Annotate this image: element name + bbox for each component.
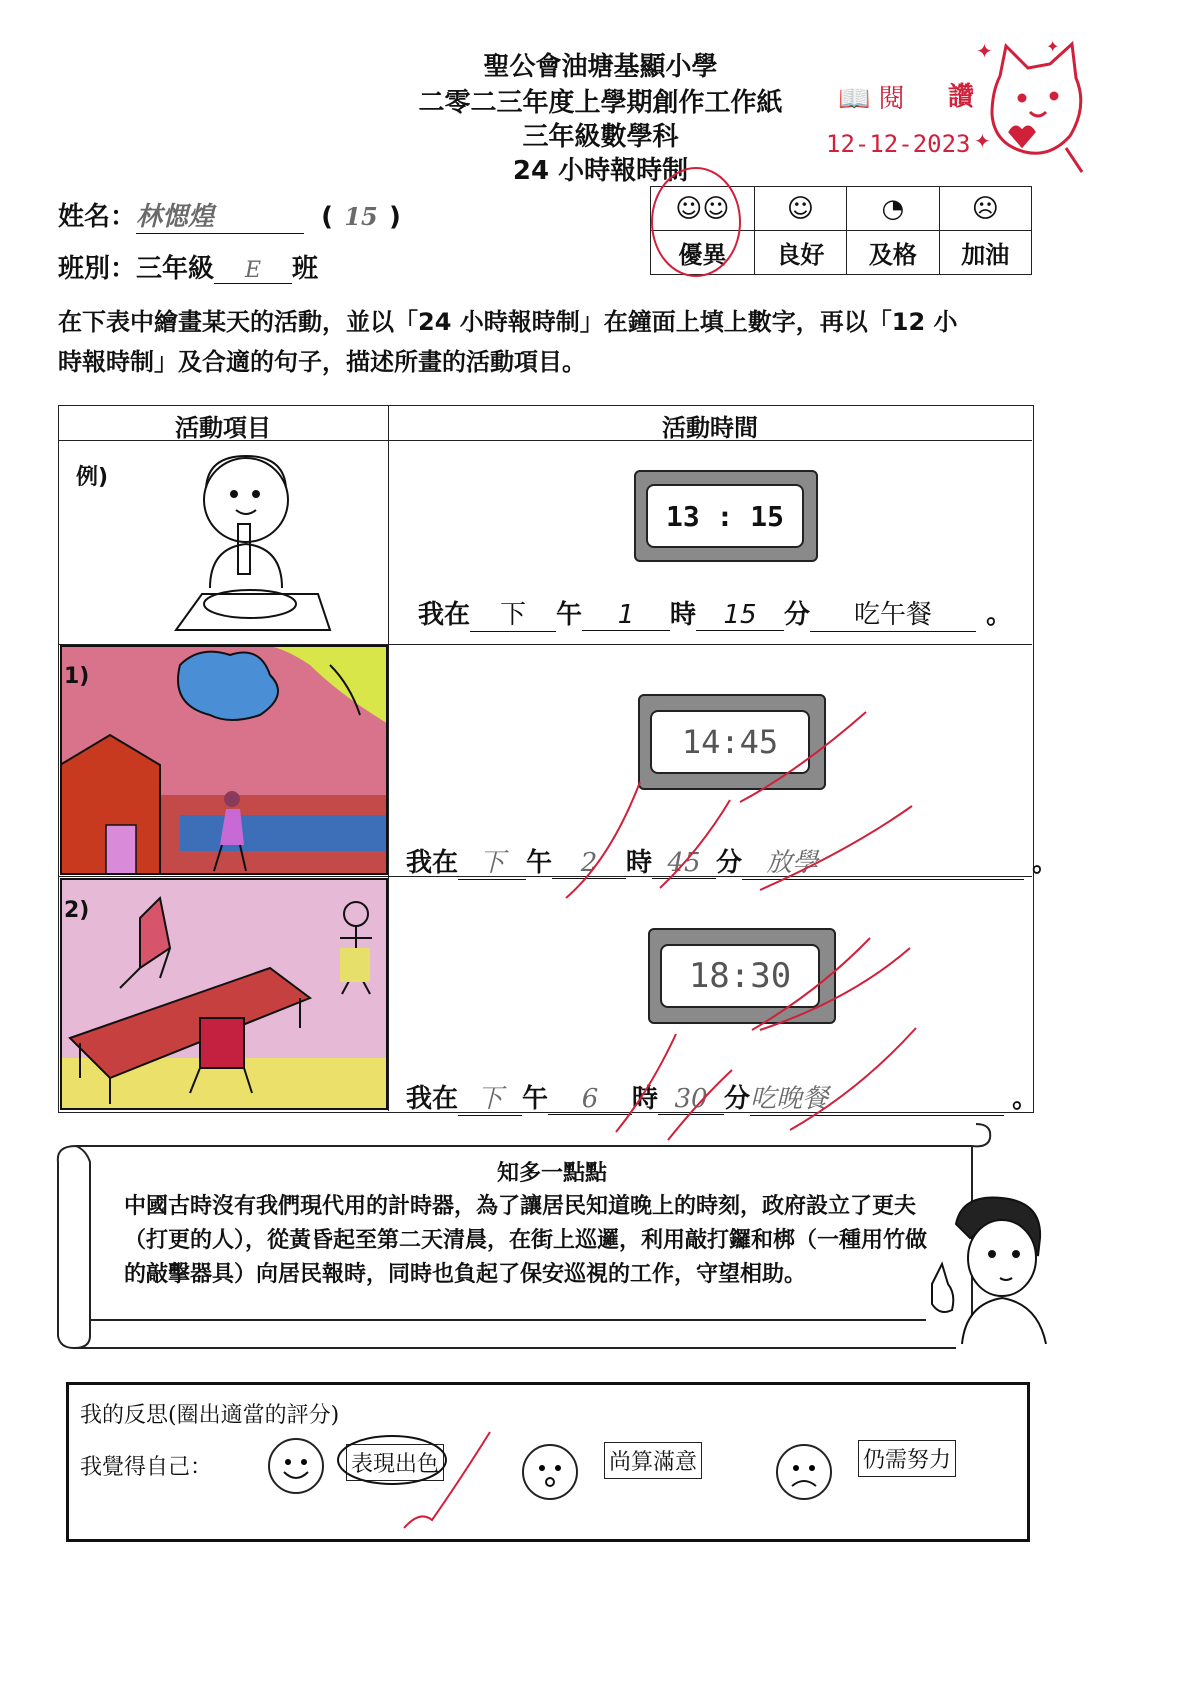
worksheet-term: 二零二三年度上學期創作工作紙 [418,88,783,118]
happy-face-icon [268,1438,324,1494]
stamp-date: 12-12-2023 [826,130,971,158]
sad-face-icon [776,1444,832,1500]
neutral-face-icon [522,1444,578,1500]
rating-option-tryharder[interactable]: 加油 [939,231,1031,275]
table-column-divider [388,405,389,1111]
fact-line-3: 的敲擊器具）向居民報時，同時也負起了保安巡視的工作，守望相助。 [124,1262,807,1287]
row-label-example: 例) [76,465,109,490]
minute-blank[interactable]: 30 [658,1084,724,1115]
number-close-paren: ) [388,202,401,232]
reflection-selection-circle [336,1432,452,1490]
subject-title: 三年級數學科 [522,122,679,152]
minute-suffix: 分 [784,600,811,630]
reflection-title: 我的反思(圈出適當的評分) [80,1403,340,1428]
face-tryharder-icon: ☹ [939,187,1031,231]
read-stamp [838,78,905,115]
class-suffix: 班 [292,254,319,284]
svg-text:✦: ✦ [976,39,993,63]
teacher-pointing-illustration [922,1194,1052,1344]
clock-row-1 [638,694,826,790]
face-good-icon: ☺ [754,187,846,231]
fact-line-2: （打更的人），從黃昏起至第二天清晨，在街上巡邏，利用敲打鑼和梆（一種用竹做 [124,1228,928,1253]
face-pass-icon: ◔ [847,187,939,231]
sentence-prefix: 我在 [418,600,471,630]
fact-title: 知多一點點 [496,1161,607,1186]
minute-suffix: 分 [724,1084,751,1114]
period-blank[interactable]: 下 [458,842,526,880]
fact-line-1: 中國古時沒有我們現代用的計時器，為了讓居民知道晚上的時刻，政府設立了更夫 [124,1194,917,1219]
rating-option-good[interactable]: 良好 [754,231,846,275]
clock-row-2 [648,928,836,1024]
book-icon: 📖 [838,84,871,114]
reflection-prompt: 我覺得自己： [80,1455,213,1480]
minute-blank[interactable]: 45 [652,848,716,879]
sentence-example [418,594,1012,632]
svg-text:✦: ✦ [974,129,991,153]
clock-example [634,470,818,562]
end-mark: 。 [1012,1084,1039,1114]
clock-example-display: 13 : 15 [646,484,804,548]
dinner-drawing [60,878,388,1110]
row-label-1: 1) [64,664,90,689]
rating-option-pass[interactable]: 及格 [847,231,939,275]
class-field[interactable]: E [214,258,292,284]
period-blank[interactable]: 下 [470,594,556,632]
topic-title: 24 小時報時制 [512,156,689,186]
hour-suffix: 時 [670,600,697,630]
number-open-paren: ( [321,202,333,232]
column-header-activity: 活動項目 [175,414,271,442]
name-row [58,196,401,234]
minute-suffix: 分 [716,848,743,878]
reflection-option-satisfied[interactable]: 尚算滿意 [604,1442,702,1479]
noon-suffix: 午 [522,1084,549,1114]
hour-blank[interactable]: 6 [548,1084,632,1115]
class-number-field[interactable]: 15 [344,202,378,231]
end-mark: 。 [986,600,1013,630]
column-header-time: 活動時間 [662,414,758,442]
instructions-line-1: 在下表中繪畫某天的活動，並以「24 小時報時制」在鐘面上填上數字，再以「12 小 [58,308,958,336]
read-stamp-label: 閱 [878,84,905,114]
praise-stamp-label: 讚 [948,82,975,112]
after-school-drawing [60,645,388,875]
class-label: 班別：三年級 [58,254,215,284]
name-label: 姓名： [58,202,137,232]
hour-blank[interactable]: 2 [552,848,626,879]
class-row [58,248,318,285]
school-name: 聖公會油塘基顯小學 [483,52,718,82]
end-mark: 。 [1032,848,1059,878]
reflection-option-needs-effort[interactable]: 仍需努力 [858,1440,956,1477]
noon-suffix: 午 [556,600,583,630]
cat-stamp-icon [970,36,1100,176]
reflection-option-excellent[interactable]: 表現出色 [346,1444,444,1481]
row-label-2: 2) [64,898,90,923]
activity-blank[interactable]: 吃晚餐 [750,1078,1004,1116]
clock-row-1-display[interactable]: 14:45 [650,710,810,774]
hour-blank[interactable]: 1 [582,600,670,631]
sentence-row-1 [406,842,1058,880]
hour-suffix: 時 [632,1084,659,1114]
rating-selection-circle [648,160,748,280]
instructions-line-2: 時報時制」及合適的句子，描述所畫的活動項目。 [58,348,586,376]
rating-option-excellent[interactable]: 優異 [651,231,755,275]
lunch-boy-illustration [170,448,340,634]
minute-blank[interactable]: 15 [696,600,784,631]
period-blank[interactable]: 下 [458,1078,522,1116]
face-excellent-icon: ☺☺ [651,187,755,231]
sentence-row-2 [406,1078,1038,1116]
activity-blank[interactable]: 放學 [742,842,1024,880]
sentence-prefix: 我在 [406,848,459,878]
hour-suffix: 時 [626,848,653,878]
noon-suffix: 午 [526,848,553,878]
clock-row-2-display[interactable]: 18:30 [660,944,820,1008]
activity-blank[interactable]: 吃午餐 [810,594,976,632]
sentence-prefix: 我在 [406,1084,459,1114]
name-field[interactable]: 林愢煌 [136,196,304,234]
svg-text:✦: ✦ [1046,37,1060,56]
